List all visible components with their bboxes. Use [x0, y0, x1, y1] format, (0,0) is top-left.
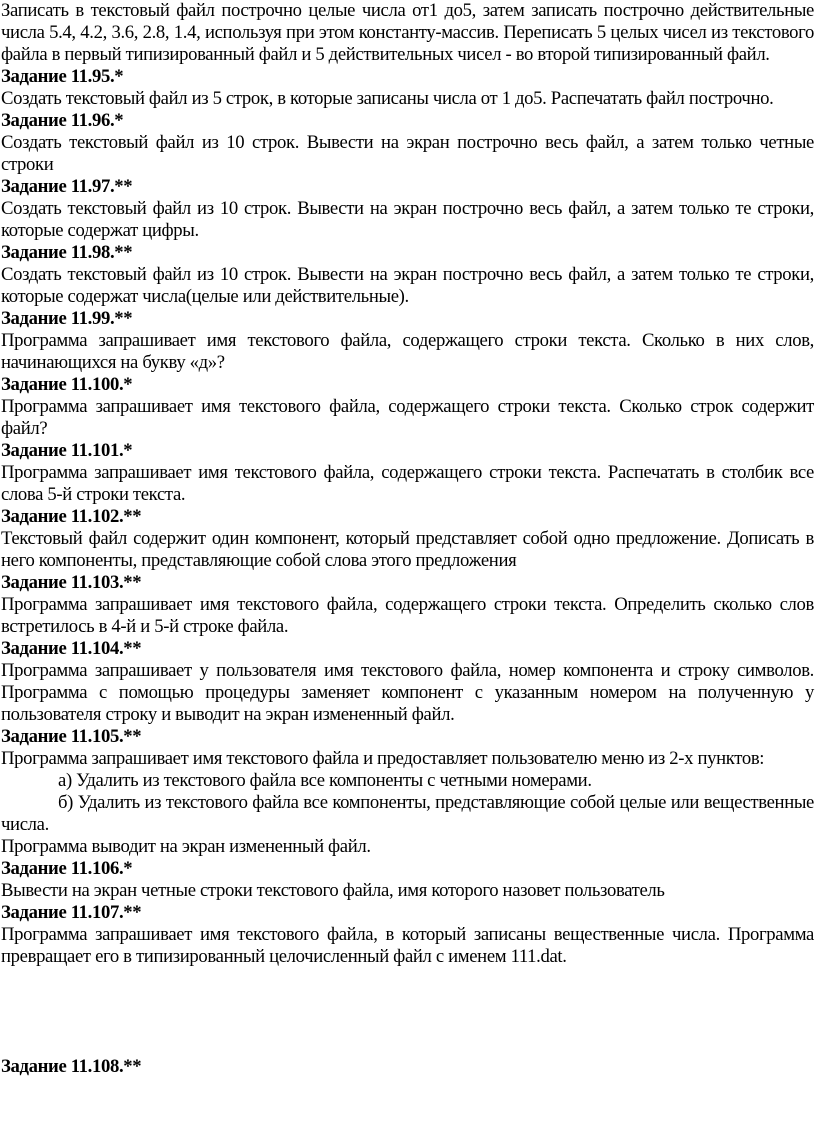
document-page: [1, 0, 814, 1078]
task-text-11-95: Создать текстовый файл из 5 строк, в которые записаны числа от 1 до5. Распечатать файл построчно.: [1, 88, 774, 109]
task-title-11-99: Задание 11.99.**: [1, 308, 133, 329]
task-text-11-100: Программа запрашивает имя текстового файла, содержащего строки текста. Сколько строк содержит файл?: [1, 396, 814, 439]
task-title-11-98: Задание 11.98.**: [1, 242, 133, 263]
task-title-11-103: Задание 11.103.**: [1, 572, 142, 593]
task-text-11-104: Программа запрашивает у пользователя имя текстового файла, номер компонента и строку символов. Программа с помощью процедуры заменяет компонент с указанным номером на полученную у пользователя строку и выводит на экран измененный файл.: [1, 660, 814, 725]
task-title-11-97: Задание 11.97.**: [1, 176, 133, 197]
task-text-11-106: Вывести на экран четные строки текстового файла, имя которого назовет пользователь: [1, 880, 665, 901]
task-text-11-96: Создать текстовый файл из 10 строк. Вывести на экран построчно весь файл, а затем только четные строки: [1, 132, 814, 175]
task-text-11-103: Программа запрашивает имя текстового файла, содержащего строки текста. Определить сколько слов встретилось в 4-й и 5-й строке файла.: [1, 594, 814, 637]
task-title-11-102: Задание 11.102.**: [1, 506, 142, 527]
task-text-11-97: Создать текстовый файл из 10 строк. Вывести на экран построчно весь файл, а затем только те строки, которые содержат цифры.: [1, 198, 814, 241]
task-title-11-106: Задание 11.106.*: [1, 858, 133, 879]
task-text-11-99: Программа запрашивает имя текстового файла, содержащего строки текста. Сколько в них слов, начинающихся на букву «д»?: [1, 330, 814, 373]
blank-space: [1, 968, 814, 1056]
task-title-11-100: Задание 11.100.*: [1, 374, 133, 395]
intro-paragraph: Записать в текстовый файл построчно целые числа от1 до5, затем записать построчно действительные числа 5.4, 4.2, 3.6, 2.8, 1.4, используя при этом константу-массив. Переписать 5 целых чисел из текстового файла в первый типизированный файл и 5 действительных чисел - во второй типизированный файл.: [1, 0, 814, 65]
task-title-11-104: Задание 11.104.**: [1, 638, 142, 659]
menu-option-a: а) Удалить из текстового файла все компоненты с четными номерами.: [58, 770, 592, 791]
task-text-11-98: Создать текстовый файл из 10 строк. Вывести на экран построчно весь файл, а затем только те строки, которые содержат числа(целые или действительные).: [1, 264, 814, 307]
task-title-11-96: Задание 11.96.*: [1, 110, 124, 131]
task-title-11-108: Задание 11.108.**: [1, 1056, 142, 1077]
task-after-11-105: Программа выводит на экран измененный файл.: [1, 836, 371, 857]
task-text-11-101: Программа запрашивает имя текстового файла, содержащего строки текста. Распечатать в столбик все слова 5-й строки текста.: [1, 462, 814, 505]
task-title-11-107: Задание 11.107.**: [1, 902, 142, 923]
menu-option-b: б) Удалить из текстового файла все компоненты, представляющие собой целые или вещественные числа.: [1, 792, 814, 835]
task-title-11-101: Задание 11.101.*: [1, 440, 133, 461]
task-text-11-105: Программа запрашивает имя текстового файла и предоставляет пользователю меню из 2-х пунктов:: [1, 748, 765, 769]
task-title-11-95: Задание 11.95.*: [1, 66, 124, 87]
task-title-11-105: Задание 11.105.**: [1, 726, 142, 747]
task-text-11-107: Программа запрашивает имя текстового файла, в который записаны вещественные числа. Программа превращает его в типизированный целочисленный файл с именем 111.dat.: [1, 924, 814, 967]
task-text-11-102: Текстовый файл содержит один компонент, который представляет собой одно предложение. Дописать в него компоненты, представляющие собой слова этого предложения: [1, 528, 814, 571]
